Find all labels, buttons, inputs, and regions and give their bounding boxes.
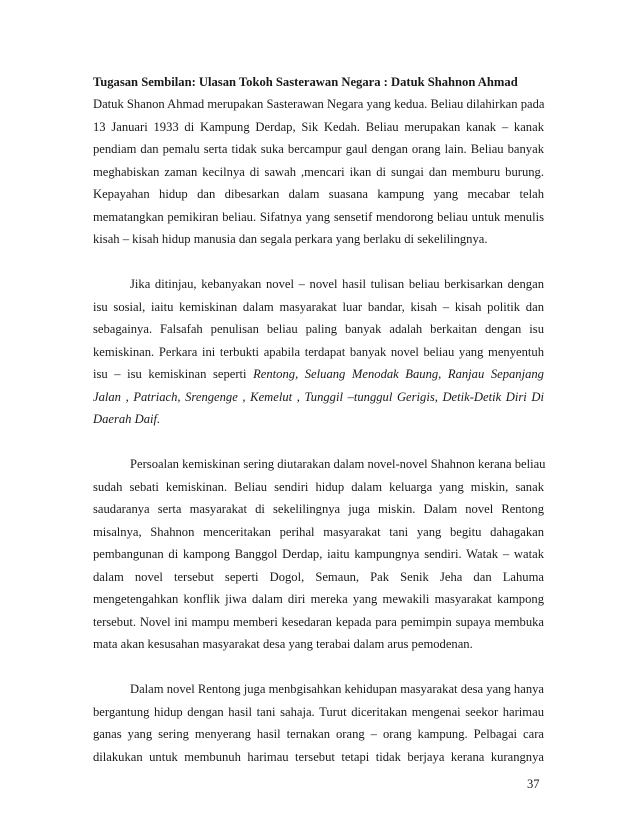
text-line: tersebut. Novel ini mampu memberi kesedaran kepada para pemimpin supaya membuka [93,614,544,629]
text-line-mixed [93,363,544,386]
text-line: Datuk Shanon Ahmad merupakan Sasterawan Negara yang kedua. Beliau dilahirkan pada [93,97,545,111]
text-line: pembangunan di kampong Banggol Derdap, iaitu kampungnya sendiri. Watak – watak [93,547,544,561]
paragraph-3 [93,453,544,656]
text-line: mata akan kesusahan masyarakat desa yang terabai dalam arus pemodenan. [93,637,473,651]
text-line: mematangkan pemikiran beliau. Sifatnya yang sensetif mendorong beliau untuk menulis [93,209,544,224]
text-line: pendiam dan pemalu serta tidak suka bercampur gaul dengan orang lain. Beliau banyak [93,142,544,156]
text-line: 13 Januari 1933 di Kampung Derdap, Sik Kedah. Beliau merupakan kanak – kanak [93,119,544,134]
text-line: ganas yang sering menyerang hasil ternakan orang – orang kampung. Pelbagai cara [93,727,544,741]
text-line: meghabiskan zaman kecilnya di sawah ,mencari ikan di sungai dan memburu burung. [93,164,544,179]
novel-titles: Daerah Daif. [93,412,161,426]
text-line: Persoalan kemiskinan sering diutarakan dalam novel-novel Shahnon kerana beliau [130,457,546,471]
novel-titles: Rentong, Seluang Menodak Baung, Ranjau Sepanjang [253,367,544,381]
text-line: isu sosial, iaitu kemiskinan dalam masyarakat luar bandar, kisah – kisah politik dan [93,299,544,314]
text-line: sebagainya. Falsafah penulisan beliau paling banyak adalah berkaitan dengan isu [93,322,544,336]
paragraph-4 [93,678,544,768]
text-line: misalnya, Shahnon menceritakan perihal masyarakat tani yang begitu dahagakan [93,524,544,539]
text-line: Jika ditinjau, kebanyakan novel – novel hasil tulisan beliau berkisarkan dengan [130,277,544,291]
text-line: mengetengahkan konflik jiwa dalam diri mereka yang mewakili masyarakat kampong [93,592,544,606]
paragraph-2 [93,273,544,431]
text-line: bergantung hidup dengan hasil tani sahaja. Turut diceritakan mengenai seekor harimau [93,704,544,719]
text-line: saudaranya serta masyarakat di sekelilingnya juga miskin. Dalam novel Rentong [93,502,544,516]
text-line: kemiskinan. Perkara ini terbukti apabila terdapat banyak novel beliau yang menyentuh [93,344,544,359]
text-line: dalam novel tersebut seperti Dogol, Semaun, Pak Senik Jeha dan Lahuma [93,569,544,584]
paragraph-1 [93,93,544,251]
text-line: dilakukan untuk membunuh harimau tersebut tetapi tidak berjaya kerana kurangnya [93,749,544,764]
text-run: isu – isu kemiskinan seperti [93,367,254,381]
text-line: Dalam novel Rentong juga menbgisahkan kehidupan masyarakat desa yang hanya [130,682,544,696]
novel-titles: Jalan , Patriach, Srengenge , Kemelut , Tunggil –tunggul Gerigis, Detik-Detik Diri Di [93,389,544,404]
section-heading: Tugasan Sembilan: Ulasan Tokoh Sasterawan Negara : Datuk Shahnon Ahmad [93,75,518,89]
text-line: sudah sebati kemiskinan. Beliau sendiri hidup dalam keluarga yang miskin, sanak [93,479,544,494]
text-line: kisah – kisah hidup manusia dan segala perkara yang berlaku di sekelilingnya. [93,232,488,246]
page-content [93,71,544,768]
text-line: Kepayahan hidup dan dibesarkan dalam suasana kampung yang mecabar telah [93,187,544,201]
page-number: 37 [527,777,540,791]
